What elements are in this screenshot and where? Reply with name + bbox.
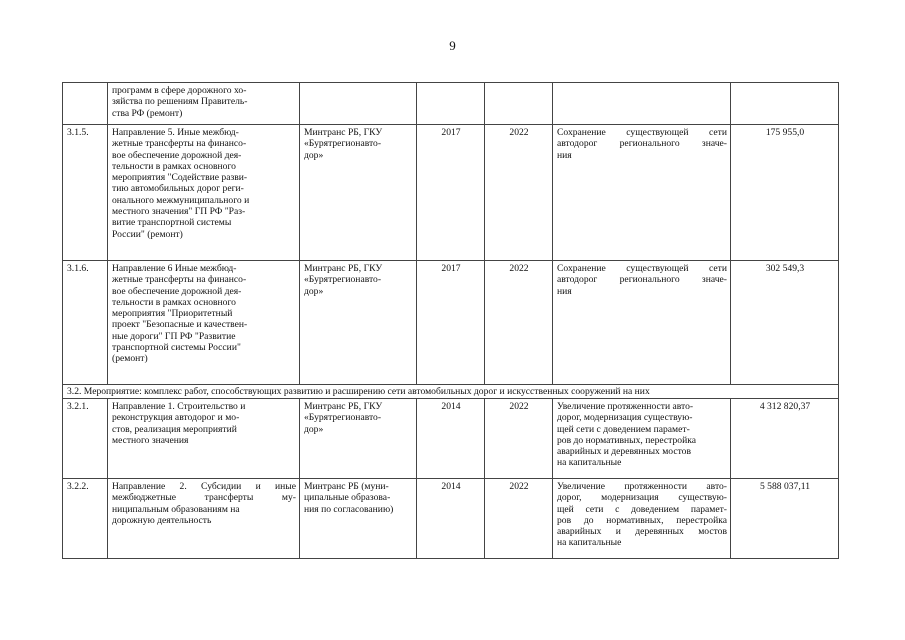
text-line: тельности в рамках основного [112, 296, 236, 308]
text-line: дор» [304, 149, 324, 161]
direction-name [108, 261, 300, 385]
text-line: витие транспортной системы [112, 217, 232, 229]
executor [300, 479, 417, 559]
text-line: зяйства по решениям Правитель- [112, 96, 248, 108]
text-line: дорожную деятельность [112, 514, 212, 526]
row-number: 3.2.2. [63, 479, 108, 559]
text-line: вое обеспечение дорожной дея- [112, 285, 242, 297]
text-line: Направление 2. Субсидии и иные [112, 481, 296, 492]
text-line: Направление 1. Строительство и [112, 401, 246, 412]
text-line: вое обеспечение дорожной дея- [112, 149, 242, 161]
amount: 175 955,0 [731, 125, 839, 261]
direction-name [108, 83, 300, 125]
text-line: Сохранение существующей сети [557, 127, 727, 138]
start-year [417, 83, 485, 125]
text-line: России" (ремонт) [112, 228, 183, 240]
section-title: 3.2. Мероприятие: комплекс работ, способствующих развитию и расширению сети автомобильных дорог и искусственных сооружений на них [63, 385, 839, 399]
text-line: автодорог регионального значе- [557, 274, 727, 286]
direction-name [108, 125, 300, 261]
section-row [63, 385, 839, 399]
row-number [63, 83, 108, 125]
text-line: щей сети с доведением парамет- [557, 423, 690, 435]
table-row [63, 125, 839, 261]
text-line: (ремонт) [112, 353, 148, 365]
text-line: жетные трансферты на финансо- [112, 274, 247, 286]
text-line: ров до нормативных, перестройка [557, 434, 696, 446]
end-year: 2022 [485, 479, 553, 559]
text-line: дор» [304, 285, 324, 297]
text-line: реконструкция автодорог и мо- [112, 412, 240, 424]
amount [731, 83, 839, 125]
text-line: дорог, модернизация существую- [557, 412, 693, 424]
expected-result [553, 125, 731, 261]
executor [300, 399, 417, 479]
text-line: ниципальным образованиям на [112, 503, 240, 515]
text-line: дор» [304, 423, 324, 435]
text-line: тию автомобильных дорог реги- [112, 183, 244, 195]
direction-name [108, 399, 300, 479]
text-line: местного значения" ГП РФ "Раз- [112, 206, 246, 218]
executor [300, 83, 417, 125]
text-line: Увеличение протяженности авто- [557, 481, 727, 492]
page-number: 9 [449, 38, 456, 53]
expected-result [553, 261, 731, 385]
table-row [63, 479, 839, 559]
text-line: Направление 6 Иные межбюд- [112, 263, 237, 274]
text-line: ров до нормативных, перестройка [557, 514, 727, 526]
text-line: ния по согласованию) [304, 503, 394, 515]
text-line: стов, реализация мероприятий [112, 423, 237, 435]
text-line: Минтранс РБ, ГКУ [304, 263, 383, 274]
executor [300, 261, 417, 385]
text-line: ния [557, 149, 572, 161]
text-line: дорог, модернизация существую- [557, 492, 727, 504]
text-line: Минтранс РБ (муни- [304, 481, 389, 492]
text-line: «Бурятрегионавто- [304, 138, 382, 150]
text-line: Сохранение существующей сети [557, 263, 727, 274]
start-year: 2014 [417, 399, 485, 479]
program-table [62, 82, 839, 559]
text-line: мероприятия "Содействие разви- [112, 172, 248, 184]
direction-name [108, 479, 300, 559]
amount: 4 312 820,37 [731, 399, 839, 479]
expected-result [553, 83, 731, 125]
row-number: 3.2.1. [63, 399, 108, 479]
text-line: местного значения [112, 434, 189, 446]
text-line: аварийных и деревянных мостов [557, 526, 727, 538]
start-year: 2017 [417, 261, 485, 385]
text-line: ния [557, 285, 572, 297]
table-row [63, 261, 839, 385]
text-line: ципальные образова- [304, 492, 391, 504]
text-line: Минтранс РБ, ГКУ [304, 401, 383, 412]
row-number: 3.1.5. [63, 125, 108, 261]
expected-result [553, 399, 731, 479]
text-line: щей сети с доведением парамет- [557, 503, 727, 515]
text-line: автодорог регионального значе- [557, 138, 727, 150]
text-line: ные дороги" ГП РФ "Развитие [112, 330, 236, 342]
text-line: аварийных и деревянных мостов [557, 446, 691, 458]
amount: 302 549,3 [731, 261, 839, 385]
end-year: 2022 [485, 125, 553, 261]
executor [300, 125, 417, 261]
text-line: на капитальные [557, 457, 622, 469]
text-line: Направление 5. Иные межбюд- [112, 127, 239, 138]
text-line: мероприятия "Приоритетный [112, 308, 233, 320]
text-line: «Бурятрегионавто- [304, 274, 382, 286]
text-line: программ в сфере дорожного хо- [112, 85, 247, 96]
text-line: проект "Безопасные и качествен- [112, 319, 248, 331]
text-line: межбюджетные трансферты му- [112, 492, 296, 504]
table-row [63, 83, 839, 125]
start-year: 2014 [417, 479, 485, 559]
text-line: на капитальные [557, 537, 622, 549]
table-row [63, 399, 839, 479]
text-line: Увеличение протяженности авто- [557, 401, 694, 412]
row-number: 3.1.6. [63, 261, 108, 385]
end-year [485, 83, 553, 125]
text-line: ства РФ (ремонт) [112, 107, 183, 119]
amount: 5 588 037,11 [731, 479, 839, 559]
end-year: 2022 [485, 261, 553, 385]
start-year: 2017 [417, 125, 485, 261]
text-line: онального межмуниципального и [112, 194, 250, 206]
text-line: Минтранс РБ, ГКУ [304, 127, 383, 138]
text-line: транспортной системы России" [112, 342, 241, 354]
text-line: жетные трансферты на финансо- [112, 138, 247, 150]
text-line: тельности в рамках основного [112, 160, 236, 172]
text-line: «Бурятрегионавто- [304, 412, 382, 424]
expected-result [553, 479, 731, 559]
end-year: 2022 [485, 399, 553, 479]
